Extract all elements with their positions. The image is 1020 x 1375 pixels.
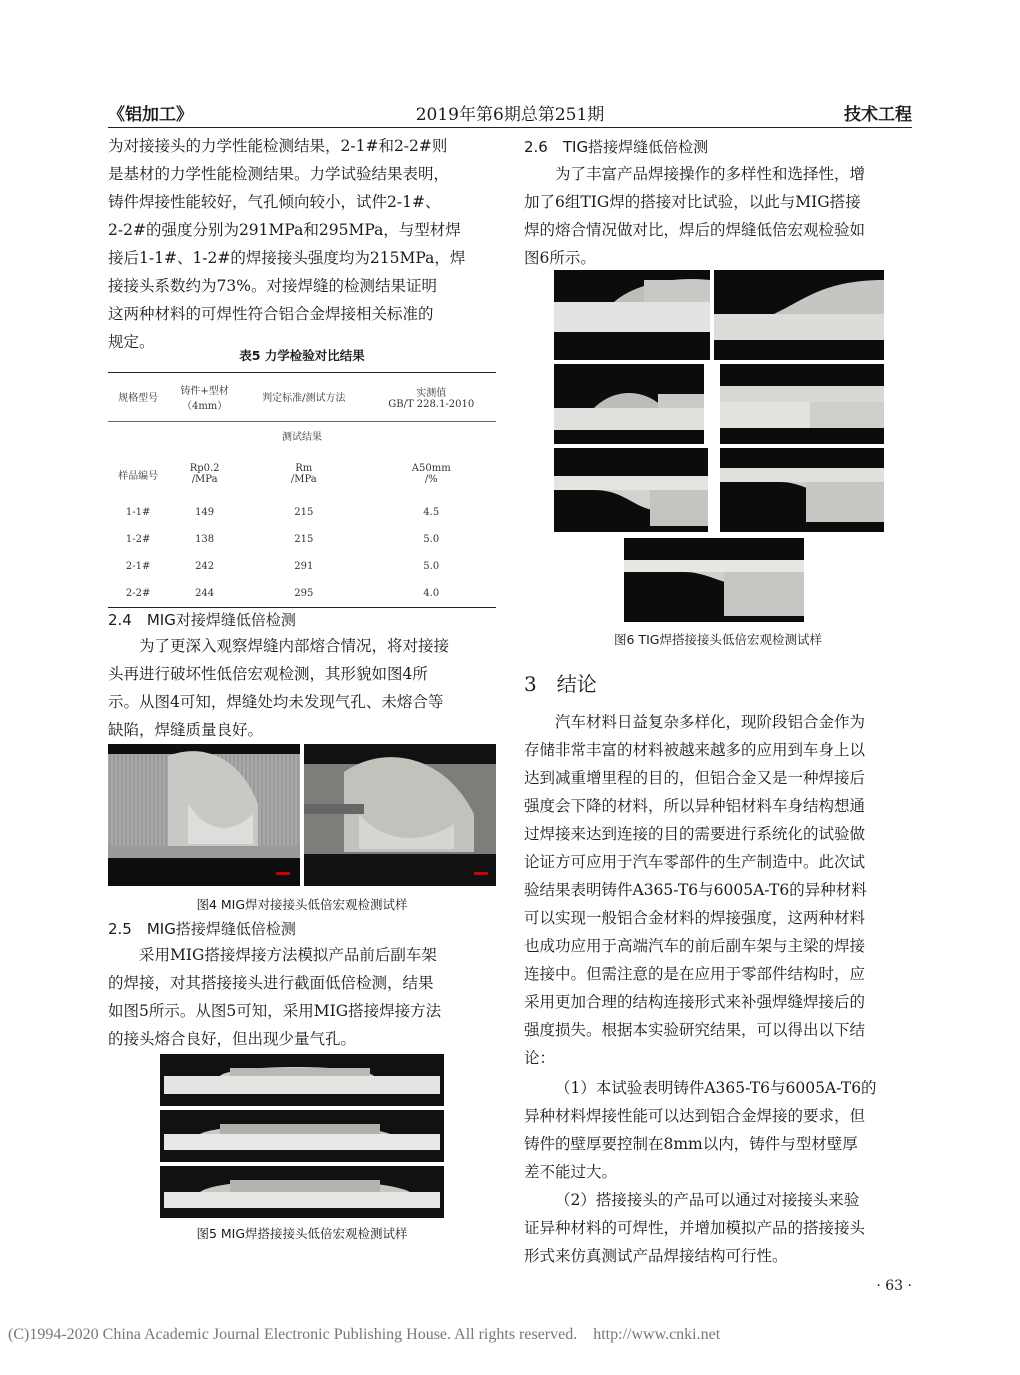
fig4-caption: 图4 MIG焊对接接头低倍宏观检测试样: [196, 897, 408, 912]
section-name: 技术工程: [844, 105, 912, 125]
fig4-right-photo: [304, 744, 496, 886]
table5-header-cell: [108, 373, 168, 421]
text-line: 铸件焊接性能较好，气孔倾向较小，试件2-1#、: [108, 193, 441, 211]
table-cell: 244: [195, 588, 215, 599]
text-line: 的焊接，对其搭接接头进行截面低倍检测，结果: [108, 974, 434, 992]
text-line: 铸件的壁厚要控制在8mm以内，铸件与型材壁厚: [524, 1135, 858, 1153]
table-cell: 291: [294, 561, 314, 572]
table5-header-cell: [168, 449, 241, 499]
fig5-photo-2: [160, 1110, 444, 1162]
text-line: 汽车材料日益复杂多样化，现阶段铝合金作为: [555, 713, 866, 731]
text-line: 缺陷，焊缝质量良好。: [108, 721, 264, 739]
header-text: /%: [424, 474, 438, 485]
header-text: 铸件+型材: [180, 385, 229, 397]
table5-header-cell: [168, 373, 241, 421]
table-cell: 4.0: [423, 588, 440, 599]
text-line: 论证方可应用于汽车零部件的生产制造中。此次试: [524, 853, 866, 871]
table5: [108, 372, 496, 608]
fig6-photo-4: [720, 364, 884, 444]
table5-header-cell: [241, 373, 366, 421]
section-2-5-text: [108, 941, 496, 1053]
table5-body: [108, 373, 496, 607]
text-line: 论：: [524, 1049, 556, 1067]
journal-name: 《铝加工》: [108, 105, 193, 125]
text-line: 的接头熔合良好，但出现少量气孔。: [108, 1030, 357, 1048]
text-line: 焊的熔合情况做对比，焊后的焊缝低倍宏观检验如: [524, 221, 866, 239]
text-line: 差不能过大。: [524, 1163, 618, 1181]
section-2-5-title: 2.5 MIG搭接焊缝低倍检测: [108, 920, 296, 938]
text-line: 头再进行破坏性低倍宏观检测，其形貌如图4所: [108, 665, 428, 683]
text-line: 为了丰富产品焊接操作的多样性和选择性，增: [555, 165, 866, 183]
fig6-photo-2: [714, 270, 884, 360]
text-line: 强度会下降的材料，所以异种铝材料车身结构想通: [524, 797, 866, 815]
table-cell: 2-1#: [125, 561, 151, 572]
table-cell: 215: [294, 507, 314, 518]
table5-header-cell: [241, 449, 366, 499]
table-cell: 5.0: [423, 561, 440, 572]
section-2-4-text: [108, 632, 496, 744]
fig6-photo-3: [554, 364, 704, 444]
table-cell: 5.0: [423, 534, 440, 545]
text-line: 是基材的力学性能检测结果。力学试验结果表明，: [108, 165, 450, 183]
fig5-caption: 图5 MIG焊搭接接头低倍宏观检测试样: [196, 1226, 408, 1241]
table-row: [108, 553, 496, 580]
table5-caption: 表5 力学检验对比结果: [239, 348, 365, 363]
text-line: 达到减重增里程的目的，但铝合金又是一种焊接后: [524, 769, 866, 787]
header-text: GB/T 228.1-2010: [388, 398, 475, 410]
text-line: 证异种材料的可焊性，并增加模拟产品的搭接接头: [524, 1219, 866, 1237]
header-text: /MPa: [191, 474, 218, 485]
text-line: 采用MIG搭接焊接方法模拟产品前后副车架: [139, 946, 437, 964]
section-2-6-title: 2.6 TIG搭接焊缝低倍检测: [524, 138, 709, 156]
table-cell: 138: [195, 534, 215, 545]
section-3-title: 3 结论: [524, 672, 597, 696]
text-line: （1）本试验表明铸件A365-T6与6005A-T6的: [555, 1079, 877, 1097]
table-row: [108, 580, 496, 607]
issue-info: 2019年第6期总第251期: [415, 105, 605, 125]
section-2-6-text: [524, 160, 912, 272]
table-cell: 215: [294, 534, 314, 545]
text-line: 如图5所示。从图5可知，采用MIG搭接焊接方法: [108, 1002, 442, 1020]
header-rule: [108, 127, 912, 128]
text-line: 这两种材料的可焊性符合铝合金焊接相关标准的: [108, 305, 434, 323]
header-text: （4mm）: [181, 400, 228, 412]
conclusion-item-1: [524, 1074, 912, 1186]
fig5-photo-1: [160, 1054, 444, 1106]
table-row: [108, 499, 496, 526]
text-line: 验结果表明铸件A365-T6与6005A-T6的异种材料: [524, 881, 867, 899]
text-line: 形式来仿真测试产品焊接结构可行性。: [524, 1247, 788, 1265]
section-2-4-title: 2.4 MIG对接焊缝低倍检测: [108, 611, 296, 629]
text-line: 也成功应用于高端汽车的前后副车架与主梁的焊接: [524, 937, 866, 955]
header-text: Rm: [295, 463, 313, 474]
fig6-photo-1: [554, 270, 710, 360]
fig6-photo-5: [554, 448, 708, 532]
fig6-photo-7: [624, 538, 804, 622]
header-text: 判定标准/测试方法: [262, 393, 346, 405]
fig6-photo-6: [720, 448, 884, 532]
table-row: [108, 526, 496, 553]
header-text: 实测值: [416, 387, 447, 399]
text-line: 规定。: [108, 333, 155, 351]
table-cell: 1-2#: [125, 534, 151, 545]
text-line: 加了6组TIG焊的搭接对比试验，以此与MIG搭接: [524, 193, 861, 211]
text-line: 过焊接来达到连接的目的需要进行系统化的试验做: [524, 825, 866, 843]
table5-header-cell: [367, 449, 496, 499]
header-text: A50mm: [411, 463, 451, 474]
header-text: /MPa: [290, 474, 317, 485]
header-text: Rp0.2: [189, 463, 220, 474]
text-line: 采用更加合理的结构连接形式来补强焊缝焊接后的: [524, 993, 866, 1011]
table5-header-cell: [367, 373, 496, 421]
table5-subheader: 测试结果: [108, 421, 496, 449]
table-cell: 242: [195, 561, 215, 572]
table-cell: 2-2#: [125, 588, 151, 599]
fig5-photo-3: [160, 1166, 444, 1218]
table-cell: 149: [195, 507, 215, 518]
conclusion-paragraph-1: [524, 708, 912, 1072]
table-cell: 4.5: [423, 507, 440, 518]
text-line: 接接头系数约为73%。对接焊缝的检测结果证明: [108, 277, 437, 295]
text-line: 为了更深入观察焊缝内部熔合情况，将对接接: [139, 637, 450, 655]
header-text: 样品编号: [118, 470, 159, 482]
fig4-left-photo: [108, 744, 300, 886]
text-line: 接后1-1#、1-2#的焊接接头强度均为215MPa，焊: [108, 249, 466, 267]
intro-paragraph: [108, 132, 496, 356]
text-line: （2）搭接接头的产品可以通过对接接头来验: [555, 1191, 860, 1209]
table-cell: 295: [294, 588, 314, 599]
text-line: 2-2#的强度分别为291MPa和295MPa，与型材焊: [108, 221, 461, 239]
text-line: 连接中。但需注意的是在应用于零部件结构时，应: [524, 965, 866, 983]
fig6-caption: 图6 TIG焊搭接接头低倍宏观检测试样: [614, 632, 822, 647]
text-line: 示。从图4可知，焊缝处均未发现气孔、未熔合等: [108, 693, 444, 711]
text-line: 异种材料焊接性能可以达到铝合金焊接的要求，但: [524, 1107, 866, 1125]
text-line: 图6所示。: [524, 249, 596, 267]
text-line: 为对接接头的力学性能检测结果，2-1#和2-2#则: [108, 137, 448, 155]
text-line: 强度损失。根据本实验研究结果，可以得出以下结: [524, 1021, 866, 1039]
text-line: 存储非常丰富的材料被越来越多的应用到车身上以: [524, 741, 866, 759]
text-line: 可以实现一般铝合金材料的焊接强度，这两种材料: [524, 909, 866, 927]
header-text: 规格型号: [118, 393, 159, 405]
page-number: · 63 ·: [876, 1278, 912, 1294]
table-cell: 1-1#: [125, 507, 151, 518]
copyright-notice: (C)1994-2020 China Academic Journal Electronic Publishing House. All rights reserved. http://www.cnki.net: [8, 1326, 721, 1343]
table5-header-cell: [108, 449, 168, 499]
conclusion-item-2: [524, 1186, 912, 1270]
